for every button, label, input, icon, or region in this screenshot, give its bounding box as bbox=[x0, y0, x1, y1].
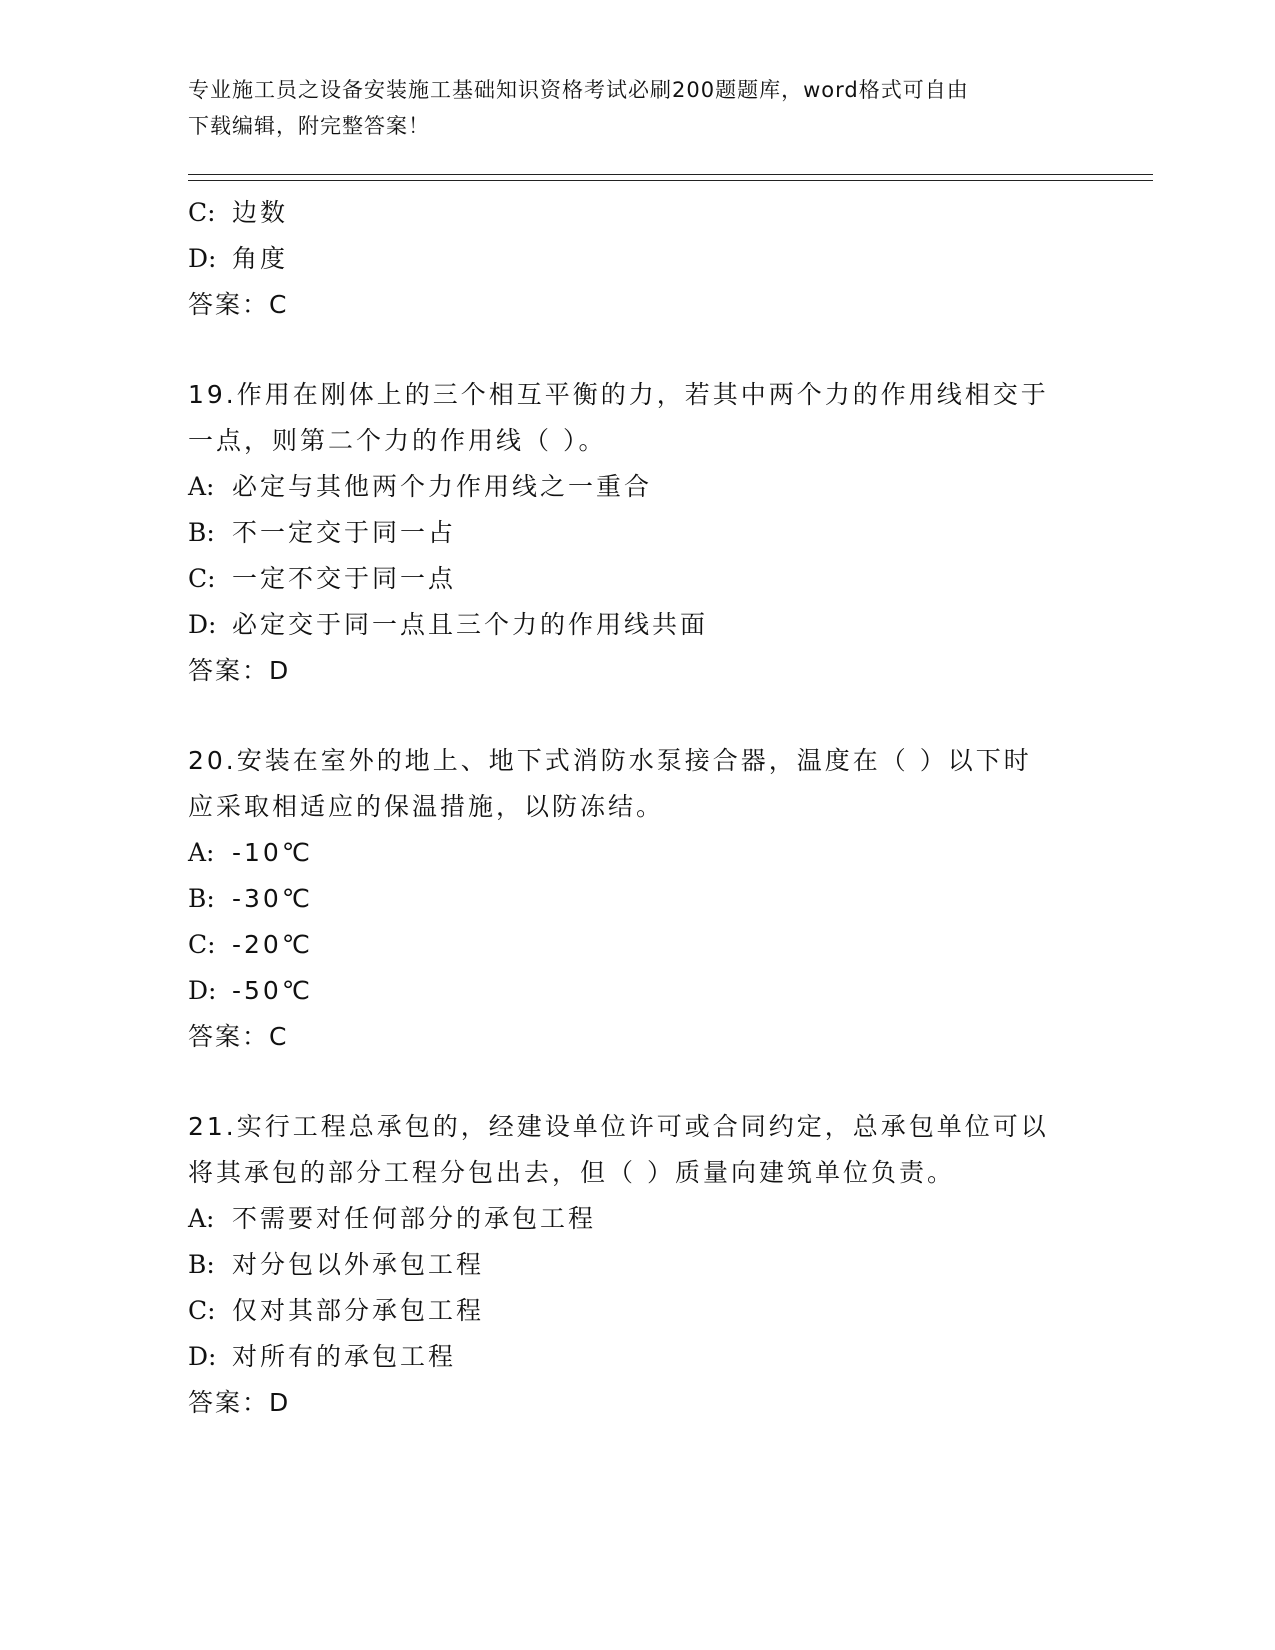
option-key: B: bbox=[188, 1250, 215, 1279]
option-d bbox=[188, 236, 1088, 282]
option-a bbox=[188, 464, 1088, 510]
question-stem: 19.作用在刚体上的三个相互平衡的力，若其中两个力的作用线相交于 bbox=[188, 380, 1049, 409]
option-text: -10℃ bbox=[232, 838, 313, 867]
option-text: 边数 bbox=[232, 198, 289, 227]
document-header bbox=[188, 72, 1068, 144]
spacer bbox=[188, 694, 1088, 738]
option-text: -20℃ bbox=[232, 930, 313, 959]
option-c bbox=[188, 556, 1088, 602]
question-18-continuation bbox=[188, 190, 1088, 328]
answer-line: 答案：D bbox=[188, 1388, 291, 1417]
document-body bbox=[188, 190, 1088, 1426]
option-key: D: bbox=[188, 1342, 217, 1371]
spacer bbox=[188, 328, 1088, 372]
option-d bbox=[188, 968, 1088, 1014]
answer-line: 答案：C bbox=[188, 290, 289, 319]
option-key: D: bbox=[188, 610, 217, 639]
option-b bbox=[188, 510, 1088, 556]
question-stem: 21.实行工程总承包的，经建设单位许可或合同约定，总承包单位可以 bbox=[188, 1112, 1049, 1141]
header-line-2: 下载编辑，附完整答案！ bbox=[188, 114, 430, 138]
option-a bbox=[188, 1196, 1088, 1242]
header-divider-top bbox=[188, 174, 1153, 175]
option-text: 仅对其部分承包工程 bbox=[232, 1296, 485, 1325]
option-text: 角度 bbox=[232, 244, 289, 273]
option-key: D: bbox=[188, 244, 217, 273]
header-line-1: 专业施工员之设备安装施工基础知识资格考试必刷200题题库，word格式可自由 bbox=[188, 78, 969, 102]
option-b bbox=[188, 876, 1088, 922]
question-stem: 20.安装在室外的地上、地下式消防水泵接合器，温度在（ ）以下时 bbox=[188, 746, 1032, 775]
option-text: 一定不交于同一点 bbox=[232, 564, 457, 593]
option-key: A: bbox=[188, 472, 215, 501]
option-key: A: bbox=[188, 838, 215, 867]
option-d bbox=[188, 1334, 1088, 1380]
option-text: -30℃ bbox=[232, 884, 313, 913]
option-c bbox=[188, 1288, 1088, 1334]
option-text: 对所有的承包工程 bbox=[232, 1342, 457, 1371]
option-key: C: bbox=[188, 198, 216, 227]
question-stem: 将其承包的部分工程分包出去，但（ ）质量向建筑单位负责。 bbox=[188, 1158, 955, 1187]
option-key: C: bbox=[188, 1296, 216, 1325]
option-key: D: bbox=[188, 976, 217, 1005]
question-19 bbox=[188, 372, 1088, 694]
option-key: C: bbox=[188, 564, 216, 593]
option-c bbox=[188, 190, 1088, 236]
option-key: C: bbox=[188, 930, 216, 959]
answer-line: 答案：C bbox=[188, 1022, 289, 1051]
option-b bbox=[188, 1242, 1088, 1288]
question-stem: 应采取相适应的保温措施，以防冻结。 bbox=[188, 792, 665, 821]
option-text: 必定与其他两个力作用线之一重合 bbox=[232, 472, 653, 501]
question-21 bbox=[188, 1104, 1088, 1426]
question-20 bbox=[188, 738, 1088, 1060]
option-text: 不一定交于同一占 bbox=[232, 518, 457, 547]
answer-line: 答案：D bbox=[188, 656, 291, 685]
option-text: 对分包以外承包工程 bbox=[232, 1250, 485, 1279]
option-text: 不需要对任何部分的承包工程 bbox=[232, 1204, 597, 1233]
option-key: B: bbox=[188, 884, 215, 913]
option-a bbox=[188, 830, 1088, 876]
option-key: A: bbox=[188, 1204, 215, 1233]
header-divider-bottom bbox=[188, 180, 1153, 181]
question-stem: 一点，则第二个力的作用线（ ）。 bbox=[188, 426, 607, 455]
option-key: B: bbox=[188, 518, 215, 547]
option-c bbox=[188, 922, 1088, 968]
option-text: 必定交于同一点且三个力的作用线共面 bbox=[232, 610, 709, 639]
spacer bbox=[188, 1060, 1088, 1104]
option-text: -50℃ bbox=[232, 976, 313, 1005]
option-d bbox=[188, 602, 1088, 648]
